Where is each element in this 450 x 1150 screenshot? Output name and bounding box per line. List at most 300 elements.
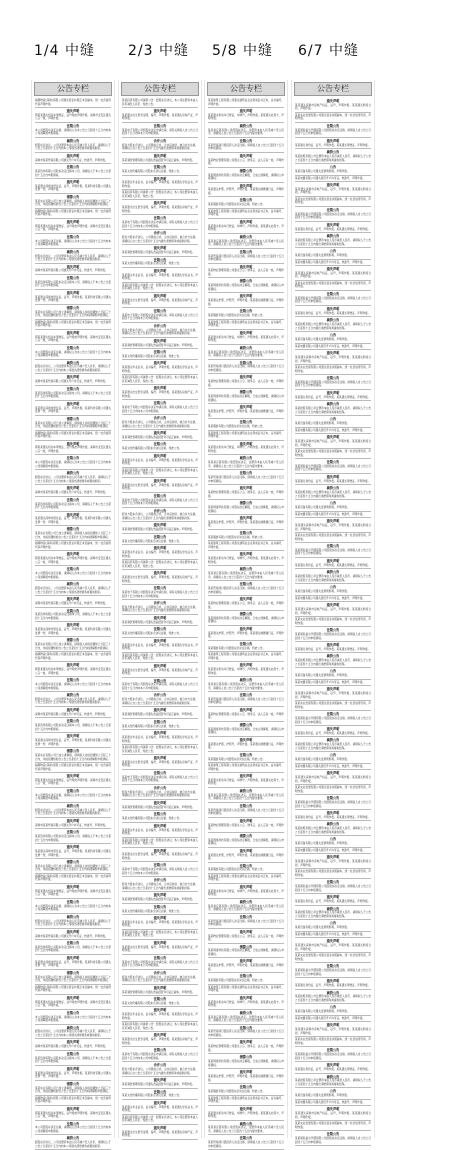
divider (35, 883, 111, 884)
notice-title: 注销公告 (153, 678, 167, 683)
notice-title: 注销公告 (66, 234, 80, 239)
notice-title: 公告 (329, 1089, 337, 1094)
notice-text: 某某控股有限公司注册资本由人民币减至人民币，请债权人于公告之日起四十五日内提出清偿债务或提供担保。 (295, 1079, 371, 1086)
column-title-3: 5/8 中缝 (212, 43, 273, 59)
notice-text: 某某文化传播有限公司股东会决议注销，特此公告。 (122, 262, 182, 266)
notice-text: 某某网络科技有限公司股东决定解散，已成立清算组，请债权人申报债权。 (208, 838, 284, 846)
notice-text: 某某国际货运代理有限公司经股东决定注销，请债权人自公告之日起四十五日内申报债权。 (295, 464, 371, 472)
notice-text: 某某供应链有限公司经股东决定，注册资本由人民币减少至人民币，请债权人自公告之日起四十五日内提出要求。 (208, 350, 284, 357)
divider (35, 858, 111, 859)
notice-text: 某某实业有限公司已成立清算组，请债权人自接到通知之日起三十日内，未接到通知的自公告之日起四十五日内向清算组申报债权。 (35, 199, 111, 207)
divider (35, 706, 111, 707)
notice-text: 某某供应链有限公司经股东决定，注册资本由人民币减少至人民币，请债权人自公告之日起四十五日内提出要求。 (208, 461, 284, 468)
divider (295, 122, 371, 123)
notice-text: 某某遗失深圳市房地产权证，证号，声明作废。某某遗失购房合同，声明作废。 (295, 187, 371, 195)
notice-text: 某某实业发展有限公司遗失营业执照副本，统一社会信用代码，声明作废。 (295, 870, 371, 877)
notice-title: 遗失声明 (239, 486, 253, 491)
notice-text: 某某遗失机动车行驶证，车牌号，声明作废。某某遗失社保卡，声明作废。 (208, 1000, 284, 1008)
notice-text: 某某电器有限公司遗失银行开户许可证，核准号，声明作废。 (295, 680, 366, 684)
notice-text: 某某咨询有限公司股东决定注销本公司，请债权人于本公告之日起四十五日内申报债权。 (35, 170, 111, 177)
notice-text: 某某电子有限公司经股东决定申请注销，请有关债权人自公告之日起四十五日内向本公司申报债权。 (122, 591, 198, 598)
notice-text: 某某设备有限公司遗失发票领购簿，声明作废。 (295, 590, 350, 594)
notice-text: 某某遗失毕业证书，证书编号，声明作废。某某遗失学位证书，声明作废。 (122, 273, 198, 281)
divider (122, 292, 198, 293)
divider (295, 847, 371, 848)
notice-title: 注销公告 (153, 534, 167, 539)
notice-text: 某某遗失机动车行驶证，车牌号，声明作废。某某遗失社保卡，声明作废。 (208, 1111, 284, 1118)
notice-text: 本公司经股东决定注销，请债权人自本公告之日起四十五日内向本公司清算组申报债权。 (35, 1015, 111, 1023)
notice-text: 本公司经股东决定注销，请债权人自本公告之日起四十五日内向本公司清算组申报债权。 (35, 1126, 111, 1133)
divider (295, 259, 371, 260)
notice-title: 减资公告 (66, 803, 80, 808)
column-body (119, 99, 201, 1140)
notice-text: 某某服装有限公司经股东会决议注销，特此公告。 (208, 1090, 266, 1094)
divider (35, 772, 111, 773)
notice-text: 某某实业有限公司已成立清算组，请债权人自接到通知之日起三十日内，未接到通知的自公告之日起四十五日内向清算组申报债权。 (35, 864, 111, 872)
notice-text: 某某物业管理有限公司遗失公章、财务章、法人章各一枚，声明作废。 (208, 823, 284, 831)
notice-title: 注销公告 (239, 420, 253, 425)
divider (122, 784, 198, 785)
notice-text: 某某物业管理有限公司遗失公章、财务章、法人章各一枚，声明作废。 (208, 602, 284, 609)
notice-text: 某某遗失毕业证书，证书编号，声明作废。某某遗失学位证书，声明作废。 (122, 458, 198, 466)
divider (295, 725, 371, 726)
notice-title: 注销公告 (326, 207, 340, 212)
notice-text: 某某咨询有限公司股东决定注销本公司，请债权人于本公告之日起四十五日内申报债权。 (35, 724, 111, 731)
notice-title: 遗失声明 (153, 1078, 167, 1083)
divider (208, 359, 284, 360)
divider (35, 1105, 111, 1106)
divider (122, 677, 198, 678)
notice-text: 裕顺物流(深圳)有限公司遗失营业执照正本及副本，统一社会信用代码声明作废。 (35, 874, 111, 882)
notice-text: 某某贸易商行经投资人决定注销，请债权人自公告之日起四十五日内申报债权。 (208, 254, 284, 262)
divider (122, 637, 198, 638)
divider (122, 414, 198, 415)
notice-text: 郭某某遗失机动车驾驶证，证号特此声明作废。深圳市宝安区遗失公章一枚，声明作废。 (35, 224, 111, 232)
notice-title: 合并公告 (153, 508, 167, 513)
notice-text: 某某遗失机动车行驶证，车牌号，声明作废。某某遗失社保卡，声明作废。 (208, 668, 284, 675)
notice-text: 深圳市某某贸易有限公司遗失开户许可证，核准号，声明作废。 (35, 1045, 108, 1049)
notice-text: 经双方股东会决议，公司吸收合并，合并后存续，被合并方注销，请债权人自公告之日起四十五日内提出清偿债务或提供担保。 (122, 143, 198, 151)
divider (295, 196, 371, 197)
notice-text: 某某遗失毕业证书，证书编号，声明作废。某某遗失学位证书，声明作废。 (122, 1013, 198, 1020)
notice-title: 遗失声明 (66, 1040, 80, 1045)
notice-text: 经股东会决议，公司注册资本由人民币减少至人民币，请债权人于公告之日起四十五日内向本公司提出清偿债务或提供担保。 (35, 587, 111, 594)
notice-text: 某某遗失护照，护照号，声明作废。某某遗失港澳通行证，声明作废。 (208, 1075, 284, 1082)
notice-title: 清算公告 (66, 1081, 80, 1086)
notice-title: 减资公告 (326, 234, 340, 239)
divider (35, 289, 111, 290)
notice-title: 注销公告 (66, 567, 80, 572)
notice-text: 某某实业发展有限公司遗失营业执照副本，统一社会信用代码，声明作废。 (295, 197, 371, 205)
notice-title: 公告 (329, 837, 337, 842)
notice-text: 某某控股有限公司注册资本由人民币减至人民币，请债权人于公告之日起四十五日内提出清偿债务或提供担保。 (295, 575, 371, 582)
notice-title: 遗失声明 (66, 441, 80, 446)
divider (208, 787, 284, 788)
divider (35, 496, 111, 497)
notice-text: 经双方股东会决议，公司吸收合并，合并后存续，被合并方注销，请债权人自公告之日起四十五日内提出清偿债务或提供担保。 (122, 790, 198, 798)
notice-title: 遗失声明 (66, 995, 80, 1000)
notice-text: 经双方股东会决议，公司吸收合并，合并后存续，被合并方注销，请债权人自公告之日起四十五日内提出清偿债务或提供担保。 (122, 883, 198, 890)
notice-title: 遗失声明 (153, 823, 167, 828)
notice-text: 某某遗失深圳市居住证，证号，声明作废。某某科技有限公司遗失发票一份，声明作废。 (35, 1071, 111, 1079)
notice-title: 遗失声明 (153, 800, 167, 805)
divider (35, 994, 111, 995)
notice-text: 某某贸易商行经投资人决定注销，请债权人自公告之日起四十五日内申报债权。 (208, 143, 284, 151)
notice-text: 某某遗失出生医学证明，编号，声明作废。某某遗失房地产证，声明作废。 (122, 391, 198, 398)
notice-text: 某某贸易商行经投资人决定注销，请债权人自公告之日起四十五日内申报债权。 (208, 1030, 284, 1037)
notice-text: 某某实业有限公司已成立清算组，请债权人自接到通知之日起三十日内，未接到通知的自公告之日起四十五日内向清算组申报债权。 (35, 975, 111, 983)
notice-text: 某某遗失深圳市房地产权证，证号，声明作废。某某遗失购房合同，声明作废。 (295, 860, 371, 867)
notice-text: 某某控股有限公司注册资本由人民币减至人民币，请债权人于公告之日起四十五日内提出清偿债务或提供担保。 (295, 827, 371, 834)
divider (208, 676, 284, 677)
notice-text: 郭某某遗失机动车驾驶证，证号特此声明作废。深圳市宝安区遗失公章一枚，声明作废。 (35, 113, 111, 121)
notice-text: 某某遗失护照，护照号，声明作废。某某遗失港澳通行证，声明作废。 (208, 631, 284, 639)
notice-text: 经双方股东会决议，公司吸收合并，合并后存续，被合并方注销，请债权人自公告之日起四十五日内提出清偿债务或提供担保。 (122, 421, 198, 428)
divider (208, 499, 284, 500)
divider (208, 862, 284, 863)
notice-title: 清算公告 (239, 168, 253, 173)
divider (122, 307, 198, 308)
notice-text: 某某餐饮管理有限公司遗失食品经营许可证正副本，声明作废。 (122, 620, 195, 624)
notice-text: 本公司经股东决定注销，请债权人自本公告之日起四十五日内向本公司清算组申报债权。 (35, 239, 111, 247)
notice-text: 某某遗失毕业证书，证书编号，声明作废。某某遗失学位证书，声明作废。 (122, 1105, 198, 1113)
notice-title: 遗失声明 (153, 361, 167, 366)
notice-text: 某某遗失护照，护照号，声明作废。某某遗失港澳通行证，声明作废。 (208, 853, 284, 860)
notice-text: 某某遗失护照，护照号，声明作废。某某遗失港澳通行证，声明作废。 (208, 742, 284, 750)
divider (35, 873, 111, 874)
notice-text: 某某遗失深圳市房地产权证，证号，声明作废。某某遗失购房合同，声明作废。 (295, 524, 371, 531)
notice-title: 注销公告 (153, 904, 167, 909)
notice-title: 注销公告 (153, 165, 167, 170)
notice-text: 裕顺物流(深圳)有限公司遗失营业执照正本及副本，统一社会信用代码声明作废。 (35, 431, 111, 439)
notice-title: 注销公告 (153, 257, 167, 262)
divider (35, 984, 111, 985)
divider (208, 832, 284, 833)
notice-title: 遗失声明 (326, 267, 340, 272)
divider (208, 329, 284, 330)
notice-text: 某某网络科技有限公司股东决定解散，已成立清算组，请债权人申报债权。 (208, 284, 284, 291)
divider (295, 364, 371, 365)
notice-title: 遗失声明 (66, 552, 80, 557)
notice-text: 某某餐饮管理有限公司遗失食品经营许可证正副本，声明作废。 (122, 805, 195, 809)
notice-text: 某某咨询有限公司股东决定注销本公司，请债权人于本公告之日起四十五日内申报债权。 (35, 835, 111, 842)
divider (208, 994, 284, 995)
notice-text: 某某遗失身份证，证号，声明作废。某某遗失驾驶证，声明作废。 (295, 479, 371, 483)
divider (295, 247, 371, 248)
divider (208, 418, 284, 419)
notice-text: 某某服装有限公司经股东会决议注销，特此公告。 (208, 314, 266, 318)
notice-title: 注销公告 (153, 216, 167, 221)
notice-text: 某某遗失深圳市房地产权证，证号，声明作废。某某遗失购房合同，声明作废。 (295, 271, 371, 279)
notice-text: 某某遗失毕业证书，证书编号，声明作废。某某遗失学位证书，声明作废。 (122, 551, 198, 558)
divider (35, 430, 111, 431)
divider (208, 1105, 284, 1106)
notice-title: 注销公告 (239, 360, 253, 365)
notice-text: 某某遗失机动车行驶证，车牌号，声明作废。某某遗失社保卡，声明作废。 (208, 224, 284, 232)
notice-text: 某某遗失深圳市居住证，证号，声明作废。某某科技有限公司遗失发票一份，声明作废。 (35, 295, 111, 303)
notice-title: 遗失声明 (153, 571, 167, 576)
notice-text: 某某遗失机动车行驶证，车牌号，声明作废。某某遗失社保卡，声明作废。 (208, 446, 284, 453)
divider (208, 344, 284, 345)
notice-text: 某某遗失身份证，证号，声明作废。某某遗失驾驶证，声明作废。 (295, 731, 371, 735)
notice-title: 注销公告 (66, 608, 80, 613)
notice-text: 某某设备有限公司遗失发票领购簿，声明作废。 (295, 506, 350, 510)
divider (122, 954, 198, 955)
notice-text: 某某实业发展有限公司遗失营业执照副本，统一社会信用代码，声明作废。 (295, 534, 371, 541)
notice-title: 遗失声明 (153, 985, 167, 990)
notice-text: 某某控股有限公司注册资本由人民币减至人民币，请债权人于公告之日起四十五日内提出清偿债务或提供担保。 (295, 659, 371, 666)
notice-text: 某某供应链有限公司经股东决定，注册资本由人民币减少至人民币，请债权人自公告之日起四十五日内提出要求。 (208, 683, 284, 690)
notice-title: 合并公告 (153, 138, 167, 143)
divider (295, 679, 371, 680)
notice-text: 某某餐饮管理有限公司遗失食品经营许可证正副本，声明作废。 (122, 528, 195, 532)
notice-title: 遗失声明 (239, 330, 253, 335)
notice-text: 某某贸易商行经投资人决定注销，请债权人自公告之日起四十五日内申报债权。 (208, 808, 284, 816)
notice-title: 遗失声明 (326, 519, 340, 524)
notice-text: 某某供应链有限公司经股东决定，注册资本由人民币减少至人民币，请债权人自公告之日起四十五日内提出要求。 (208, 793, 284, 801)
notice-text: 某某遗失深圳市房地产权证，证号，声明作废。某某遗失购房合同，声明作废。 (295, 440, 371, 447)
notice-text: 某某贸易商行经投资人决定注销，请债权人自公告之日起四十五日内申报债权。 (208, 476, 284, 483)
notice-title: 减资公告 (326, 1074, 340, 1079)
notice-text: 郭某某遗失机动车驾驶证，证号特此声明作废。深圳市宝安区遗失公章一枚，声明作废。 (35, 557, 111, 564)
notice-title: 注销公告 (239, 974, 253, 979)
notice-text: 某某投资有限公司减资公告：经股东会决议，本公司注册资本由人民币减至人民币，特此公告。 (122, 468, 198, 476)
divider (295, 794, 371, 795)
notice-title: 遗失声明 (239, 818, 253, 823)
notice-title: 清算公告 (239, 722, 253, 727)
notice-title: 合并公告 (153, 785, 167, 790)
notice-text: 经股东会决议，公司注册资本由人民币减少至人民币，请债权人于公告之日起四十五日内向本公司提出清偿债务或提供担保。 (35, 476, 111, 483)
notice-text: 某某设备有限公司遗失发票领购簿，声明作废。 (295, 254, 350, 258)
notice-title: 注销公告 (239, 138, 253, 143)
notice-title: 遗失声明 (326, 99, 340, 103)
divider (122, 337, 198, 338)
divider (122, 984, 198, 985)
notice-text: 某某遗失毕业证书，证书编号，声明作废。某某遗失学位证书，声明作废。 (122, 920, 198, 928)
notice-title: 公告 (329, 585, 337, 590)
notice-text: 某某设备有限公司遗失发票领购簿，声明作废。 (295, 170, 350, 174)
divider (295, 290, 371, 291)
notice-title: 注销公告 (326, 964, 340, 969)
notice-text: 某某建筑工程有限公司遗失建筑业企业资质证书正本，证书编号，声明作废。 (208, 320, 284, 328)
notice-text: 某某遗失深圳市房地产权证，证号，声明作废。某某遗失购房合同，声明作废。 (295, 1028, 371, 1035)
notice-text: 某某建筑工程有限公司遗失建筑业企业资质证书正本，证书编号，声明作废。 (208, 1096, 284, 1104)
notice-title: 遗失声明 (153, 615, 167, 620)
divider (122, 847, 198, 848)
notice-title: 注销公告 (66, 345, 80, 350)
notice-title: 遗失声明 (326, 222, 340, 227)
notice-text: 本公司经股东决定注销，请债权人自本公告之日起四十五日内向本公司清算组申报债权。 (35, 350, 111, 357)
divider (295, 542, 371, 543)
notice-title: 遗失声明 (66, 707, 80, 712)
notice-title: 遗失声明 (66, 884, 80, 889)
notice-text: 某某遗失深圳市房地产权证，证号，声明作废。某某遗失购房合同，声明作废。 (295, 692, 371, 699)
notice-title: 合并公告 (153, 878, 167, 883)
notice-title: 合并公告 (153, 323, 167, 328)
notice-text: 某某电器有限公司遗失银行开户许可证，核准号，声明作废。 (295, 1100, 366, 1104)
notice-title: 清算公告 (66, 638, 80, 643)
notice-title: 遗失声明 (153, 246, 167, 251)
notice-title: 遗失声明 (66, 818, 80, 823)
notice-text: 某某遗失身份证，证号，声明作废。某某遗失驾驶证，声明作废。 (295, 227, 371, 231)
notice-title: 遗失声明 (239, 663, 253, 668)
notice-text: 某某遗失深圳市居住证，证号，声明作废。某某科技有限公司遗失发票一份，声明作废。 (35, 739, 111, 746)
notice-title: 注销公告 (66, 941, 80, 946)
notice-text: 某某电子有限公司经股东决定申请注销，请有关债权人自公告之日起四十五日内向本公司申报债权。 (122, 221, 198, 228)
divider (122, 107, 198, 108)
divider (122, 477, 198, 478)
notice-text: 某某餐饮管理有限公司遗失食品经营许可证正副本，声明作废。 (122, 713, 195, 717)
notice-title: 注销公告 (326, 123, 340, 128)
notice-title: 遗失声明 (153, 109, 167, 113)
notice-text: 某某文化传播有限公司股东会决议注销，特此公告。 (122, 354, 182, 358)
column-header: 公告专栏 (34, 82, 112, 96)
notice-title: 遗失声明 (153, 731, 167, 736)
divider (35, 1080, 111, 1081)
notice-text: 某某投资有限公司减资公告：经股东会决议，本公司注册资本由人民币减至人民币，特此公告。 (122, 561, 198, 568)
notice-text: 某某电器有限公司遗失银行开户许可证，核准号，声明作废。 (295, 344, 366, 348)
divider (122, 584, 198, 585)
notice-text: 某某电器有限公司遗失银行开户许可证，核准号，声明作废。 (295, 932, 366, 936)
notice-title: 清算公告 (239, 501, 253, 506)
divider (208, 1095, 284, 1096)
notice-text: 某某物业管理有限公司遗失公章、财务章、法人章各一枚，声明作废。 (208, 158, 284, 166)
notice-text: 某某实业发展有限公司遗失营业执照副本，统一社会信用代码，声明作废。 (295, 702, 371, 709)
divider (122, 903, 198, 904)
notice-title: 减资公告 (326, 402, 340, 407)
notice-text: 某某实业有限公司已成立清算组，请债权人自接到通知之日起三十日内，未接到通知的自公告之日起四十五日内向清算组申报债权。 (35, 421, 111, 429)
notice-text: 郭某某遗失机动车驾驶证，证号特此声明作废。深圳市宝安区遗失公章一枚，声明作废。 (35, 668, 111, 675)
divider (295, 349, 371, 350)
divider (35, 359, 111, 360)
notice-text: 某某遗失毕业证书，证书编号，声明作废。某某遗失学位证书，声明作废。 (122, 643, 198, 651)
notice-text: 某某国际货运代理有限公司经股东决定注销，请债权人自公告之日起四十五日内申报债权。 (295, 1053, 371, 1060)
notice-text: 某某实业发展有限公司遗失营业执照副本，统一社会信用代码，声明作废。 (295, 113, 371, 121)
divider (208, 182, 284, 183)
notice-title: 清算公告 (239, 944, 253, 949)
notice-title: 减资公告 (326, 822, 340, 827)
notice-text: 某某供应链有限公司经股东决定，注册资本由人民币减少至人民币，请债权人自公告之日起四十五日内提出要求。 (208, 572, 284, 579)
notice-text: 某某遗失身份证，证号，声明作废。某某遗失驾驶证，声明作废。 (295, 984, 371, 988)
notice-title: 遗失声明 (153, 176, 167, 181)
notice-text: 某某实业发展有限公司遗失营业执照副本，统一社会信用代码，声明作废。 (295, 1122, 371, 1129)
divider (35, 928, 111, 929)
notice-title: 清算公告 (66, 194, 80, 199)
notice-text: 某某国际货运代理有限公司经股东决定注销，请债权人自公告之日起四十五日内申报债权。 (295, 128, 371, 136)
divider (295, 616, 371, 617)
divider (35, 843, 111, 844)
notice-text: 某某国际货运代理有限公司经股东决定注销，请债权人自公告之日起四十五日内申报债权。 (295, 969, 371, 976)
notice-title: 清算公告 (239, 612, 253, 616)
notice-text: 某某餐饮管理有限公司遗失食品经营许可证正副本，声明作废。 (122, 251, 195, 255)
divider (295, 473, 371, 474)
divider (35, 415, 111, 416)
divider (35, 344, 111, 345)
notice-text: 郭某某遗失机动车驾驶证，证号特此声明作废。深圳市宝安区遗失公章一枚，声明作废。 (35, 778, 111, 786)
notice-text: 某某投资有限公司减资公告：经股东会决议，本公司注册资本由人民币减至人民币，特此公告。 (122, 1115, 198, 1123)
notice-title: 注销公告 (239, 693, 253, 698)
divider (35, 939, 111, 940)
notice-text: 某某电器有限公司遗失银行开户许可证，核准号，声明作废。 (295, 596, 366, 600)
notice-title: 遗失声明 (153, 1008, 167, 1013)
notice-text: 某某遗失出生医学证明，编号，声明作废。某某遗失房地产证，声明作废。 (122, 206, 198, 213)
notice-title: 注销公告 (66, 386, 80, 391)
notice-text: 某某遗失深圳市房地产权证，证号，声明作废。某某遗失购房合同，声明作废。 (295, 356, 371, 363)
notice-text: 本公司经股东决定注销，请债权人自本公告之日起四十五日内向本公司清算组申报债权。 (35, 461, 111, 468)
notice-text: 某某遗失护照，护照号，声明作废。某某遗失港澳通行证，声明作废。 (208, 520, 284, 528)
notice-title: 遗失声明 (326, 727, 340, 732)
notice-text: 本公司经股东决定注销，请债权人自本公告之日起四十五日内向本公司清算组申报债权。 (35, 904, 111, 912)
notice-text: 经股东会决议，公司注册资本由人民币减少至人民币，请债权人于公告之日起四十五日内向本公司提出清偿债务或提供担保。 (35, 808, 111, 816)
notice-title: 遗失声明 (326, 138, 340, 143)
notice-text: 某某咨询有限公司股东决定注销本公司，请债权人于本公告之日起四十五日内申报债权。 (35, 391, 111, 399)
notice-title: 遗失声明 (326, 306, 340, 311)
notice-title: 注销公告 (239, 752, 253, 757)
notice-text: 某某贸易商行经投资人决定注销，请债权人自公告之日起四十五日内申报债权。 (208, 587, 284, 594)
divider (35, 954, 111, 955)
divider (208, 817, 284, 818)
notice-text: 某某供应链有限公司经股东决定，注册资本由人民币减少至人民币，请债权人自公告之日起四十五日内提出要求。 (208, 128, 284, 136)
notice-title: 注销公告 (153, 812, 167, 817)
divider (35, 676, 111, 677)
notice-text: 郭某某遗失机动车驾驶证，证号特此声明作废。深圳市宝安区遗失公章一枚，声明作废。 (35, 1000, 111, 1008)
notice-text: 某某控股有限公司注册资本由人民币减至人民币，请债权人于公告之日起四十五日内提出清偿债务或提供担保。 (295, 491, 371, 498)
divider (208, 152, 284, 153)
notice-title: 遗失声明 (239, 405, 253, 410)
divider (122, 492, 198, 493)
divider (295, 893, 371, 894)
notice-text: 本公司经股东决定注销，请债权人自本公告之日起四十五日内向本公司清算组申报债权。 (35, 572, 111, 579)
notice-title: 遗失声明 (326, 687, 340, 692)
notice-title: 清算公告 (239, 833, 253, 838)
divider (122, 322, 198, 323)
notice-text: 某某实业发展有限公司遗失营业执照副本，统一社会信用代码，声明作废。 (295, 1038, 371, 1045)
notice-title: 清算公告 (66, 305, 80, 310)
notice-text: 本公司经股东决定注销，请债权人自本公告之日起四十五日内向本公司清算组申报债权。 (35, 683, 111, 690)
divider (295, 389, 371, 390)
notice-title: 注销公告 (66, 678, 80, 683)
notice-text: 某某服装有限公司经股东会决议注销，特此公告。 (208, 646, 266, 650)
divider (35, 1009, 111, 1010)
notice-text: 某某物业管理有限公司遗失公章、财务章、法人章各一枚，声明作废。 (208, 1045, 284, 1052)
notice-text: 某某遗失深圳市房地产权证，证号，声明作废。某某遗失购房合同，声明作废。 (295, 1112, 371, 1119)
divider (35, 263, 111, 264)
notice-text: 某某电器有限公司遗失银行开户许可证，核准号，声明作废。 (295, 428, 366, 432)
divider (122, 467, 198, 468)
notice-text: 某某供应链有限公司经股东决定，注册资本由人民币减少至人民币，请债权人自公告之日起四十五日内提出要求。 (208, 904, 284, 912)
notice-title: 注销公告 (239, 1025, 253, 1030)
divider (208, 847, 284, 848)
notice-title: 遗失声明 (153, 756, 167, 761)
notice-text: 某某电子有限公司经股东决定申请注销，请有关债权人自公告之日起四十五日内向本公司申报债权。 (122, 406, 198, 413)
divider (295, 374, 371, 375)
notice-text: 某某遗失深圳市房地产权证，证号，声明作废。某某遗失购房合同，声明作废。 (295, 103, 371, 111)
notice-title: 遗失声明 (153, 546, 167, 551)
notice-text: 某某投资有限公司减资公告：经股东会决议，本公司注册资本由人民币减至人民币，特此公告。 (122, 191, 198, 198)
notice-title: 注销公告 (239, 1085, 253, 1090)
notice-title: 注销公告 (326, 1132, 340, 1137)
notice-title: 注销公告 (326, 376, 340, 380)
divider (35, 762, 111, 763)
notice-title: 合并公告 (153, 1063, 167, 1068)
notice-title: 遗失声明 (239, 707, 253, 712)
notice-text: 某某餐饮管理有限公司遗失食品经营许可证正副本，声明作废。 (122, 1083, 195, 1086)
divider (295, 112, 371, 113)
divider (295, 511, 371, 512)
divider (35, 595, 111, 596)
notice-text: 某某网络科技有限公司股东决定解散，已成立清算组，请债权人申报债权。 (208, 506, 284, 513)
notice-text: 某某服装有限公司经股东会决议注销，特此公告。 (208, 535, 266, 539)
